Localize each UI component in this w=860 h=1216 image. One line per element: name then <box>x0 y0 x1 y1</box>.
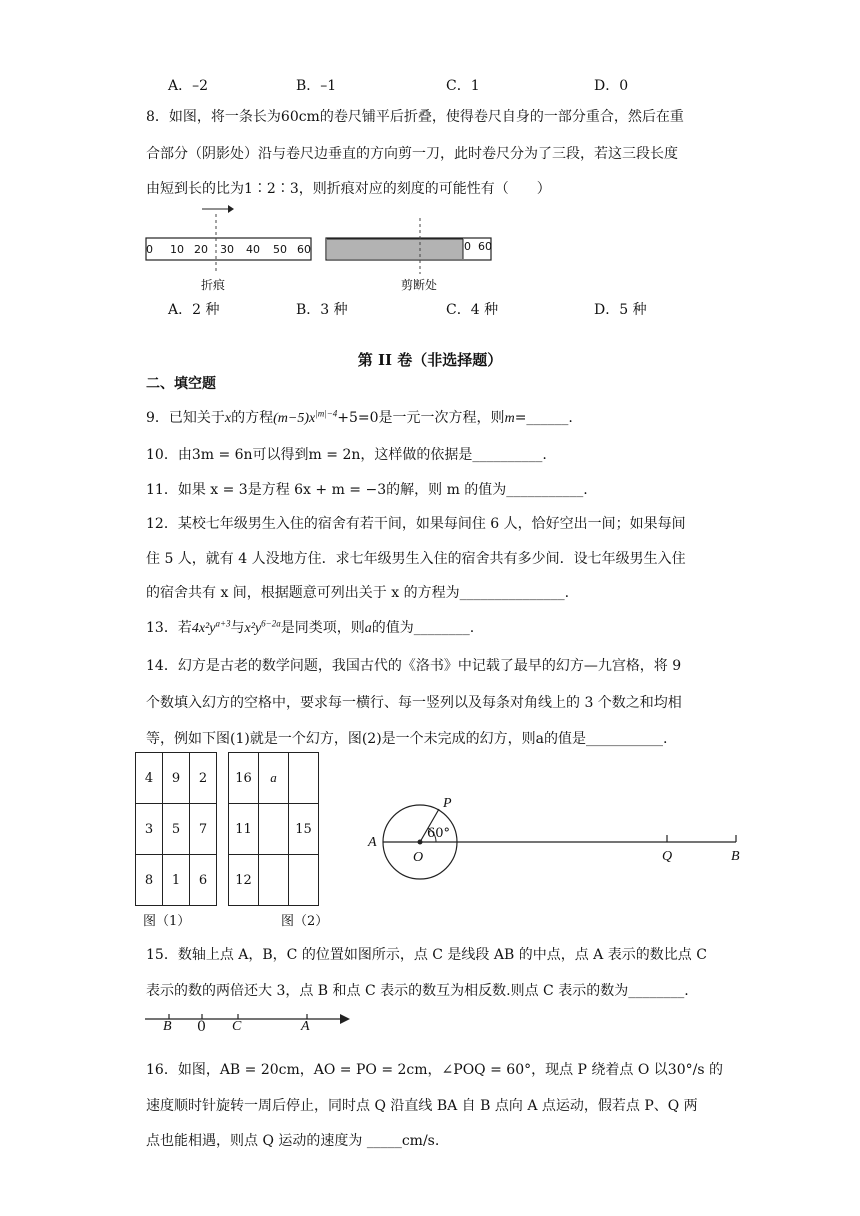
q10: 10．由3m = 6n可以得到m = 2n，这样做的依据是__________. <box>146 447 547 463</box>
q8-line-2: 合部分（阴影处）沿与卷尺边垂直的方向剪一刀，此时卷尺分为了三段，若这三段长度 <box>146 146 678 162</box>
magic-square-2 <box>228 752 319 906</box>
ruler-tick-20: 20 <box>194 243 208 256</box>
point-b-label: B <box>731 849 740 864</box>
magic-square-1 <box>135 752 217 906</box>
point-p-label: P <box>443 796 452 811</box>
q8-option-c: C．4 种 <box>446 302 499 318</box>
q11: 11．如果 x = 3是方程 6x + m = −3的解，则 m 的值为___________. <box>146 482 588 498</box>
ruler-tick-60: 60 <box>297 243 311 256</box>
magic-square-1-row: 8 1 6 <box>136 855 217 906</box>
point-q-label: Q <box>662 849 673 864</box>
q15-line-1: 15．数轴上点 A，B，C 的位置如图所示，点 C 是线段 AB 的中点，点 A 表示的数比点 C <box>146 947 707 963</box>
ruler-tick-10: 10 <box>170 243 184 256</box>
ruler-tick-0: 0 <box>146 243 153 256</box>
q8-line-1: 8．如图，将一条长为60cm的卷尺铺平后折叠，使得卷尺自身的一部分重合，然后在重 <box>146 109 684 125</box>
q8-option-b: B．3 种 <box>296 302 348 318</box>
axis-label-zero: 0 <box>197 1019 206 1035</box>
q12-line-2: 住 5 人，就有 4 人没地方住．求七年级男生入住的宿舍共有多少间．设七年级男生入住 <box>146 551 686 567</box>
ruler-tick-50: 50 <box>273 243 287 256</box>
q16-line-1: 16．如图，AB = 20cm，AO = PO = 2cm，∠POQ = 60°，现点 P 绕着点 O 以30°/s 的 <box>146 1062 723 1078</box>
q12-line-3: 的宿舍共有 x 间，根据题意可列出关于 x 的方程为_______________. <box>146 585 570 601</box>
axis-label-a: A <box>301 1019 310 1034</box>
axis-label-b: B <box>163 1019 172 1034</box>
q16-line-2: 速度顺时针旋转一周后停止，同时点 Q 沿直线 BA 自 B 点向 A 点运动，假若点 P、Q 两 <box>146 1098 698 1114</box>
q8-option-a: A．2 种 <box>168 302 220 318</box>
q14-line-3: 等，例如下图(1)就是一个幻方，图(2)是一个未完成的幻方，则a的值是___________. <box>146 731 668 747</box>
q16-line-3: 点也能相遇，则点 Q 运动的速度为 _____cm/s. <box>146 1133 440 1149</box>
q15-line-2: 表示的数的两倍还大 3，点 B 和点 C 表示的数互为相反数.则点 C 表示的数为________. <box>146 983 689 999</box>
fold-label: 折痕 <box>201 278 226 292</box>
magic-square-2-row: 16 a <box>229 753 319 804</box>
caption-figure-2: 图（2） <box>281 914 329 929</box>
q14-line-2: 个数填入幻方的空格中，要求每一横行、每一竖列以及每条对角线上的 3 个数之和均相 <box>146 695 682 711</box>
cut-label: 剪断处 <box>401 278 438 292</box>
ruler-tick-40: 40 <box>246 243 260 256</box>
q12-line-1: 12．某校七年级男生入住的宿舍有若干间，如果每间住 6 人，恰好空出一间；如果每间 <box>146 516 686 532</box>
magic-square-2-row: 11 15 <box>229 804 319 855</box>
ruler-tick-30: 30 <box>220 243 234 256</box>
q7-option-a: A．–2 <box>168 78 209 94</box>
circle-segment-figure <box>360 765 760 885</box>
magic-square-2-row: 12 <box>229 855 319 906</box>
axis-label-c: C <box>232 1019 242 1034</box>
part-title: 第 II 卷（非选择题） <box>357 351 503 369</box>
angle-label: 60° <box>427 826 451 841</box>
caption-figure-1: 图（1） <box>143 914 191 929</box>
number-line <box>140 1010 360 1034</box>
magic-square-1-row: 3 5 7 <box>136 804 217 855</box>
q9: 9．已知关于x的方程$(m-5)x^{|m|-4}+5=0$是一元一次方程，则m=______. <box>146 408 573 426</box>
q8-line-3: 由短到长的比为1∶2∶3，则折痕对应的刻度的可能性有（ ） <box>146 181 551 197</box>
q8-option-d: D．5 种 <box>594 302 647 318</box>
q14-line-1: 14．幻方是古老的数学问题，我国古代的《洛书》中记载了最早的幻方—九宫格，将 9 <box>146 658 682 674</box>
section-fill-blank: 二、填空题 <box>146 376 216 392</box>
q7-option-c: C．1 <box>446 78 480 94</box>
magic-square-1-row: 4 9 2 <box>136 753 217 804</box>
q13: 13．若$4x^2y^{a+3}$与$x^2y^{6-2a}$是同类项，则a的值为________. <box>146 618 475 636</box>
q7-option-b: B．–1 <box>296 78 337 94</box>
right-ruler-text: 0 60 <box>464 240 492 253</box>
q7-option-d: D．0 <box>594 78 629 94</box>
point-o-label: O <box>413 850 424 865</box>
point-a-label: A <box>368 835 377 850</box>
